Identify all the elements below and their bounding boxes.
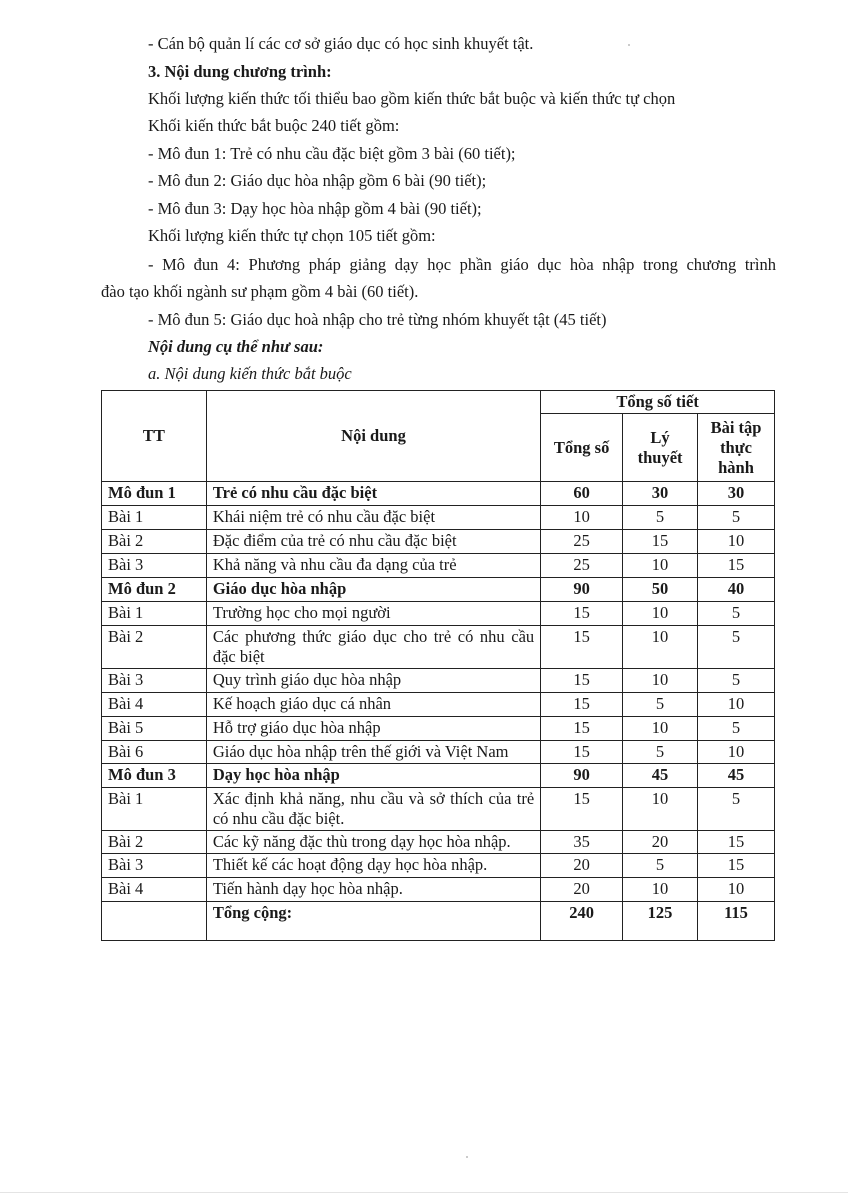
cell-content: Trường học cho mọi người [206, 602, 540, 626]
cell-total: 20 [541, 878, 623, 902]
cell-practice: 5 [698, 602, 775, 626]
mandatory-block-line: Khối kiến thức bắt buộc 240 tiết gồm: [148, 116, 400, 135]
module-2-line: - Mô đun 2: Giáo dục hòa nhập gồm 6 bài (90 tiết); [148, 171, 487, 190]
module-3-line: - Mô đun 3: Dạy học hòa nhập gồm 4 bài (90 tiết); [148, 199, 482, 218]
cell-theory: 45 [623, 764, 698, 788]
scan-speck [466, 1156, 468, 1158]
cell-tt: Mô đun 2 [102, 578, 207, 602]
cell-practice: 30 [698, 482, 775, 506]
module-4-line-continued: đào tạo khối ngành sư phạm gồm 4 bài (60 tiết). [101, 282, 419, 301]
cell-practice: 10 [698, 693, 775, 717]
cell-theory: 10 [623, 602, 698, 626]
cell-tt: Bài 3 [102, 854, 207, 878]
cell-theory: 10 [623, 717, 698, 741]
details-subheading: Nội dung cụ thể như sau: [148, 337, 324, 356]
section-heading: 3. Nội dung chương trình: [148, 62, 332, 81]
table-row [102, 482, 775, 506]
cell-practice: 5 [698, 626, 775, 669]
cell-content: Thiết kế các hoạt động dạy học hòa nhập. [206, 854, 540, 878]
cell-content: Khả năng và nhu cầu đa dạng của trẻ [206, 554, 540, 578]
module-4-line: - Mô đun 4: Phương pháp giảng dạy học phần giáo dục hòa nhập trong chương trình [148, 255, 776, 274]
cell-content: Giáo dục hòa nhập trên thế giới và Việt Nam [206, 741, 540, 764]
cell-practice: 45 [698, 764, 775, 788]
cell-practice: 10 [698, 530, 775, 554]
cell-tt: Bài 5 [102, 717, 207, 741]
cell-content: Dạy học hòa nhập [206, 764, 540, 788]
table-row [102, 506, 775, 530]
module-1-line: - Mô đun 1: Trẻ có nhu cầu đặc biệt gồm 3 bài (60 tiết); [148, 144, 516, 163]
header-practice: Bài tập thực hành [698, 414, 775, 482]
cell-tt: Bài 3 [102, 554, 207, 578]
header-lesson-hours: Tổng số tiết [541, 391, 775, 414]
table-row [102, 626, 775, 669]
cell-tt: Bài 2 [102, 626, 207, 669]
cell-total: 15 [541, 788, 623, 831]
table-row [102, 602, 775, 626]
table-row [102, 854, 775, 878]
table-row [102, 788, 775, 831]
table-row [102, 831, 775, 854]
cell-theory: 10 [623, 669, 698, 693]
cell-practice: 5 [698, 788, 775, 831]
target-audience-line: - Cán bộ quản lí các cơ sở giáo dục có học sinh khuyết tật. [148, 34, 534, 53]
cell-tt: Bài 2 [102, 831, 207, 854]
cell-theory: 5 [623, 741, 698, 764]
cell-theory: 15 [623, 530, 698, 554]
cell-content: Khái niệm trẻ có nhu cầu đặc biệt [206, 506, 540, 530]
cell-total: 15 [541, 741, 623, 764]
cell-tt: Bài 1 [102, 506, 207, 530]
table-row [102, 717, 775, 741]
cell-tt: Mô đun 3 [102, 764, 207, 788]
header-content: Nội dung [206, 391, 540, 482]
header-total: Tổng số [541, 414, 623, 482]
cell-content: Đặc điểm của trẻ có nhu cầu đặc biệt [206, 530, 540, 554]
cell-practice: 5 [698, 669, 775, 693]
cell-content: Xác định khả năng, nhu cầu và sở thích của trẻ có nhu cầu đặc biệt. [206, 788, 540, 831]
cell-total: 15 [541, 602, 623, 626]
cell-tt: Bài 3 [102, 669, 207, 693]
cell-practice: 15 [698, 554, 775, 578]
cell-content: Trẻ có nhu cầu đặc biệt [206, 482, 540, 506]
cell-content: Hỗ trợ giáo dục hòa nhập [206, 717, 540, 741]
cell-practice: 40 [698, 578, 775, 602]
cell-tt: Mô đun 1 [102, 482, 207, 506]
cell-total: 20 [541, 854, 623, 878]
cell-practice: 5 [698, 506, 775, 530]
table-total-row [102, 902, 775, 941]
cell-total: 15 [541, 693, 623, 717]
cell-theory: 30 [623, 482, 698, 506]
cell-theory: 5 [623, 854, 698, 878]
header-tt: TT [102, 391, 207, 482]
cell-total: 25 [541, 554, 623, 578]
table-row [102, 764, 775, 788]
table-row [102, 669, 775, 693]
cell-content: Tổng cộng: [206, 902, 540, 941]
cell-practice: 15 [698, 831, 775, 854]
cell-tt: Bài 6 [102, 741, 207, 764]
cell-theory: 50 [623, 578, 698, 602]
knowledge-volume-line: Khối lượng kiến thức tối thiểu bao gồm kiến thức bắt buộc và kiến thức tự chọn [148, 89, 676, 108]
cell-content: Quy trình giáo dục hòa nhập [206, 669, 540, 693]
table-row [102, 741, 775, 764]
cell-theory: 10 [623, 878, 698, 902]
cell-theory: 10 [623, 626, 698, 669]
cell-theory: 125 [623, 902, 698, 941]
cell-theory: 5 [623, 506, 698, 530]
cell-total: 15 [541, 717, 623, 741]
cell-practice: 10 [698, 741, 775, 764]
cell-content: Kế hoạch giáo dục cá nhân [206, 693, 540, 717]
cell-content: Các kỹ năng đặc thù trong dạy học hòa nhập. [206, 831, 540, 854]
table-row [102, 554, 775, 578]
section-a-heading: a. Nội dung kiến thức bắt buộc [148, 364, 352, 383]
cell-practice: 15 [698, 854, 775, 878]
table-row [102, 530, 775, 554]
cell-practice: 10 [698, 878, 775, 902]
cell-tt: Bài 4 [102, 693, 207, 717]
scan-speck [628, 44, 630, 46]
cell-theory: 10 [623, 554, 698, 578]
cell-theory: 20 [623, 831, 698, 854]
header-theory: Lý thuyết [623, 414, 698, 482]
cell-content: Tiến hành dạy học hòa nhập. [206, 878, 540, 902]
cell-tt: Bài 1 [102, 602, 207, 626]
cell-total: 10 [541, 506, 623, 530]
cell-practice: 5 [698, 717, 775, 741]
table-row [102, 693, 775, 717]
cell-total: 15 [541, 626, 623, 669]
table-row [102, 578, 775, 602]
table-row [102, 878, 775, 902]
cell-practice: 115 [698, 902, 775, 941]
cell-tt: Bài 1 [102, 788, 207, 831]
cell-total: 25 [541, 530, 623, 554]
curriculum-table [101, 390, 775, 941]
cell-content: Các phương thức giáo dục cho trẻ có nhu cầu đặc biệt [206, 626, 540, 669]
scan-edge [0, 1192, 848, 1193]
cell-theory: 10 [623, 788, 698, 831]
cell-theory: 5 [623, 693, 698, 717]
cell-tt: Bài 2 [102, 530, 207, 554]
cell-total: 60 [541, 482, 623, 506]
cell-tt [102, 902, 207, 941]
cell-total: 240 [541, 902, 623, 941]
cell-total: 90 [541, 578, 623, 602]
cell-total: 15 [541, 669, 623, 693]
module-5-line: - Mô đun 5: Giáo dục hoà nhập cho trẻ từng nhóm khuyết tật (45 tiết) [148, 310, 607, 329]
cell-content: Giáo dục hòa nhập [206, 578, 540, 602]
elective-block-line: Khối lượng kiến thức tự chọn 105 tiết gồm: [148, 226, 436, 245]
cell-tt: Bài 4 [102, 878, 207, 902]
cell-total: 35 [541, 831, 623, 854]
cell-total: 90 [541, 764, 623, 788]
